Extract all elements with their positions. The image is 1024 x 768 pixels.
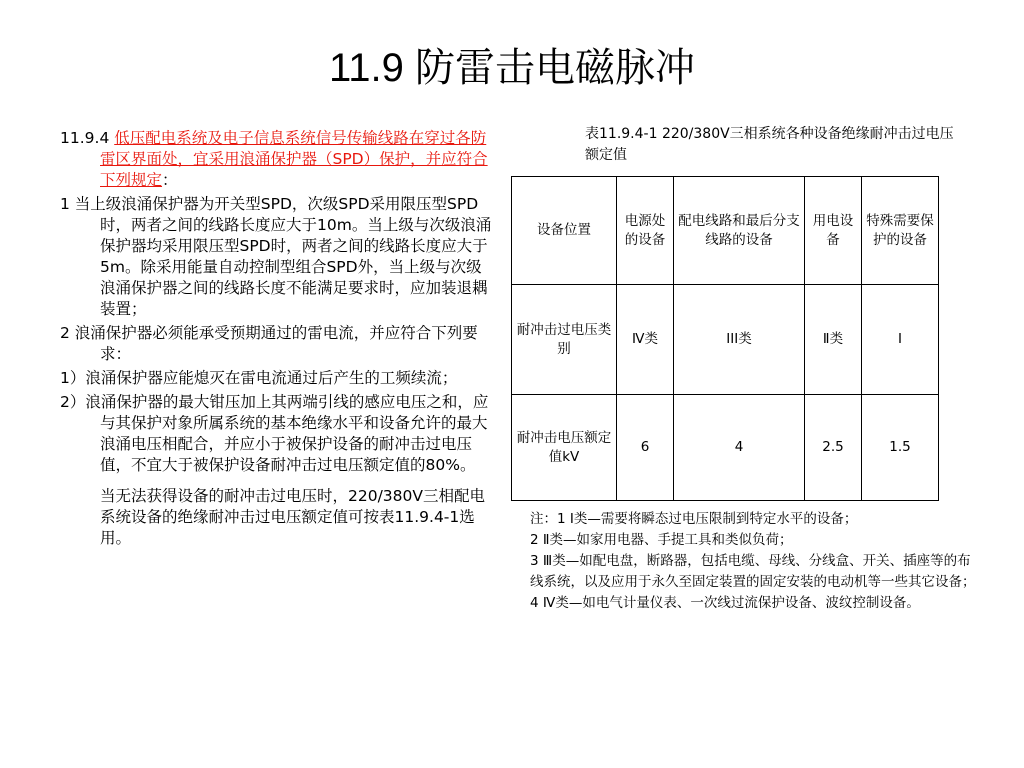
item-1: 1 当上级浪涌保护器为开关型SPD，次级SPD采用限压型SPD时，两者之间的线路长度应大于10m。当上级与次级浪涌保护器均采用限压型SPD时，两者之间的线路长度应大于5m。除采用能量自动控制型组合SPD外，当上级与次级浪涌保护器之间的线路长度不能满足要求时，应加装退耦装置； [60, 195, 492, 318]
table-row [512, 285, 939, 395]
closing-paragraph: 当无法获得设备的耐冲击过电压时，220/380V三相配电系统设备的绝缘耐冲击过电压额定值可按表11.9.4-1选用。 [100, 487, 485, 547]
table-cell: III类 [674, 285, 805, 395]
table-cell: 6 [617, 395, 674, 501]
table-cell: 2.5 [805, 395, 862, 501]
slide-title: 11.9 防雷击电磁脉冲 [329, 46, 695, 90]
header-distribution-equipment: 配电线路和最后分支线路的设备 [674, 177, 805, 285]
clause-text-block [60, 128, 492, 552]
table-notes [530, 509, 980, 614]
header-source-equipment: 电源处的设备 [617, 177, 674, 285]
clause-suffix: ： [162, 171, 178, 189]
note-2: 2 Ⅱ类—如家用电器、手提工具和类似负荷； [530, 532, 793, 548]
table-cell: Ⅰ [862, 285, 939, 395]
item-2-sub-2: 2）浪涌保护器的最大钳压加上其两端引线的感应电压之和，应与其保护对象所属系统的基本绝缘水平和设备允许的最大浪涌电压相配合，并应小于被保护设备的耐冲击过电压值，不宜大于被保护设备耐冲击过电压额定值的80%。 [60, 393, 489, 474]
table-caption: 表11.9.4-1 220/380V三相系统各种设备绝缘耐冲击过电压额定值 [585, 126, 954, 163]
clause-number: 11.9.4 [60, 129, 115, 147]
header-special-equipment: 特殊需要保护的设备 [862, 177, 939, 285]
row-label-category: 耐冲击过电压类别 [512, 285, 617, 395]
header-location: 设备位置 [512, 177, 617, 285]
item-2-sub-1: 1）浪涌保护器应能熄灭在雷电流通过后产生的工频续流； [60, 369, 458, 387]
table-cell: Ⅱ类 [805, 285, 862, 395]
note-3: 3 Ⅲ类—如配电盘，断路器，包括电缆、母线、分线盒、开关、插座等的布线系统，以及应用于永久至固定装置的固定安装的电动机等一些其它设备； [530, 553, 976, 590]
header-consumer-equipment: 用电设备 [805, 177, 862, 285]
table-header-row [512, 177, 939, 285]
note-1: 注：1 Ⅰ类—需要将瞬态过电压限制到特定水平的设备； [530, 511, 858, 527]
clause-11-9-4 [60, 128, 492, 191]
insulation-table [511, 176, 939, 501]
row-label-rated-voltage: 耐冲击电压额定值kV [512, 395, 617, 501]
table-cell: Ⅳ类 [617, 285, 674, 395]
table-cell: 4 [674, 395, 805, 501]
item-2: 2 浪涌保护器必须能承受预期通过的雷电流，并应符合下列要求： [60, 324, 478, 363]
note-4: 4 Ⅳ类—如电气计量仪表、一次线过流保护设备、波纹控制设备。 [530, 595, 920, 611]
table-row [512, 395, 939, 501]
clause-highlight-text: 低压配电系统及电子信息系统信号传输线路在穿过各防雷区界面处，宜采用浪涌保护器（SPD）保护，并应符合下列规定 [100, 129, 488, 189]
table-cell: 1.5 [862, 395, 939, 501]
